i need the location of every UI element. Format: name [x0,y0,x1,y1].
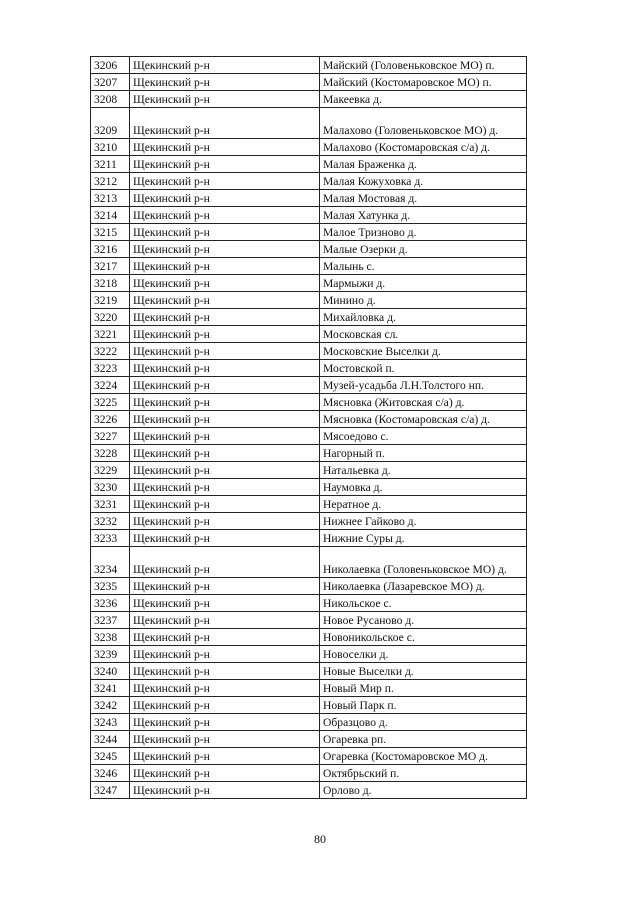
table-row [91,547,527,578]
table-row [91,57,527,74]
settlement-cell: Натальевка д. [320,462,527,479]
settlement-cell: Малая Браженка д. [320,156,527,173]
district-cell: Щекинский р-н [130,394,320,411]
table-row [91,360,527,377]
settlement-cell: Наумовка д. [320,479,527,496]
settlement-cell: Малая Кожуховка д. [320,173,527,190]
row-number-cell: 3206 [91,57,130,74]
table-row [91,578,527,595]
settlement-cell: Нератное д. [320,496,527,513]
row-number-cell: 3240 [91,663,130,680]
settlement-cell: Новый Парк п. [320,697,527,714]
settlement-cell: Нагорный п. [320,445,527,462]
district-cell: Щекинский р-н [130,496,320,513]
district-cell: Щекинский р-н [130,646,320,663]
district-cell: Щекинский р-н [130,156,320,173]
district-cell: Щекинский р-н [130,258,320,275]
settlement-cell: Минино д. [320,292,527,309]
district-cell: Щекинский р-н [130,173,320,190]
district-cell: Щекинский р-н [130,275,320,292]
settlement-cell: Николаевка (Головеньковское МО) д. [320,547,527,578]
table-row [91,275,527,292]
settlement-cell: Михайловка д. [320,309,527,326]
row-number-cell: 3219 [91,292,130,309]
row-number-cell: 3218 [91,275,130,292]
table-row [91,74,527,91]
district-cell: Щекинский р-н [130,748,320,765]
settlement-cell: Московские Выселки д. [320,343,527,360]
row-number-cell: 3215 [91,224,130,241]
table-row [91,445,527,462]
settlement-cell: Образцово д. [320,714,527,731]
row-number-cell: 3217 [91,258,130,275]
district-cell: Щекинский р-н [130,108,320,139]
district-cell: Щекинский р-н [130,595,320,612]
district-cell: Щекинский р-н [130,445,320,462]
district-cell: Щекинский р-н [130,479,320,496]
district-cell: Щекинский р-н [130,731,320,748]
row-number-cell: 3239 [91,646,130,663]
page-number: 80 [314,832,326,846]
settlement-cell: Малая Хатунка д. [320,207,527,224]
row-number-cell: 3233 [91,530,130,547]
district-cell: Щекинский р-н [130,74,320,91]
row-number-cell: 3208 [91,91,130,108]
table-row [91,190,527,207]
district-cell: Щекинский р-н [130,241,320,258]
table-row [91,343,527,360]
settlement-cell: Орлово д. [320,782,527,799]
settlement-cell: Новые Выселки д. [320,663,527,680]
row-number-cell: 3220 [91,309,130,326]
table-row [91,292,527,309]
row-number-cell: 3237 [91,612,130,629]
row-number-cell: 3231 [91,496,130,513]
district-cell: Щекинский р-н [130,765,320,782]
district-cell: Щекинский р-н [130,309,320,326]
settlement-cell: Мясновка (Житовская с/а) д. [320,394,527,411]
row-number-cell: 3242 [91,697,130,714]
district-cell: Щекинский р-н [130,578,320,595]
district-cell: Щекинский р-н [130,663,320,680]
row-number-cell: 3211 [91,156,130,173]
table-row [91,91,527,108]
row-number-cell: 3234 [91,547,130,578]
settlement-cell: Мостовской п. [320,360,527,377]
district-cell: Щекинский р-н [130,360,320,377]
settlement-cell: Огаревка рп. [320,731,527,748]
table-row [91,173,527,190]
row-number-cell: 3222 [91,343,130,360]
settlement-cell: Майский (Костомаровское МО) п. [320,74,527,91]
settlement-cell: Новый Мир п. [320,680,527,697]
table-row [91,224,527,241]
settlement-cell: Майский (Головеньковское МО) п. [320,57,527,74]
row-number-cell: 3243 [91,714,130,731]
row-number-cell: 3226 [91,411,130,428]
settlement-cell: Новое Русаново д. [320,612,527,629]
district-cell: Щекинский р-н [130,57,320,74]
table-row [91,748,527,765]
settlement-cell: Малое Тризново д. [320,224,527,241]
settlement-cell: Огаревка (Костомаровское МО д. [320,748,527,765]
table-row [91,697,527,714]
table-row [91,530,527,547]
table-row [91,326,527,343]
district-cell: Щекинский р-н [130,292,320,309]
table-row [91,680,527,697]
district-cell: Щекинский р-н [130,714,320,731]
table-row [91,139,527,156]
district-cell: Щекинский р-н [130,326,320,343]
settlement-cell: Малые Озерки д. [320,241,527,258]
table-row [91,629,527,646]
row-number-cell: 3235 [91,578,130,595]
table-row [91,595,527,612]
table-row [91,714,527,731]
table-row [91,258,527,275]
settlement-cell: Новоселки д. [320,646,527,663]
table-row [91,663,527,680]
settlement-cell: Мясновка (Костомаровская с/а) д. [320,411,527,428]
row-number-cell: 3227 [91,428,130,445]
settlement-cell: Музей-усадьба Л.Н.Толстого нп. [320,377,527,394]
district-cell: Щекинский р-н [130,462,320,479]
table-row [91,612,527,629]
district-cell: Щекинский р-н [130,139,320,156]
table-row [91,377,527,394]
district-cell: Щекинский р-н [130,680,320,697]
settlement-cell: Нижние Суры д. [320,530,527,547]
table-row [91,241,527,258]
row-number-cell: 3207 [91,74,130,91]
row-number-cell: 3209 [91,108,130,139]
row-number-cell: 3230 [91,479,130,496]
district-cell: Щекинский р-н [130,224,320,241]
table-row [91,462,527,479]
settlement-cell: Мармыжи д. [320,275,527,292]
district-cell: Щекинский р-н [130,530,320,547]
row-number-cell: 3244 [91,731,130,748]
row-number-cell: 3225 [91,394,130,411]
district-cell: Щекинский р-н [130,782,320,799]
table-body [91,57,527,799]
settlement-cell: Октябрьский п. [320,765,527,782]
district-cell: Щекинский р-н [130,612,320,629]
row-number-cell: 3245 [91,748,130,765]
row-number-cell: 3210 [91,139,130,156]
row-number-cell: 3214 [91,207,130,224]
settlement-cell: Мясоедово с. [320,428,527,445]
table-row [91,496,527,513]
row-number-cell: 3223 [91,360,130,377]
district-cell: Щекинский р-н [130,513,320,530]
district-cell: Щекинский р-н [130,343,320,360]
table-row [91,428,527,445]
district-cell: Щекинский р-н [130,190,320,207]
table-row [91,513,527,530]
row-number-cell: 3232 [91,513,130,530]
settlement-cell: Николаевка (Лазаревское МО) д. [320,578,527,595]
table-row [91,108,527,139]
row-number-cell: 3228 [91,445,130,462]
row-number-cell: 3236 [91,595,130,612]
settlement-cell: Малынь с. [320,258,527,275]
row-number-cell: 3229 [91,462,130,479]
settlement-cell: Малахово (Головеньковское МО) д. [320,108,527,139]
district-cell: Щекинский р-н [130,697,320,714]
settlement-cell: Новоникольское с. [320,629,527,646]
table-row [91,646,527,663]
district-cell: Щекинский р-н [130,377,320,394]
table-row [91,156,527,173]
table-row [91,765,527,782]
table-row [91,207,527,224]
settlement-cell: Макеевка д. [320,91,527,108]
row-number-cell: 3216 [91,241,130,258]
settlement-cell: Нижнее Гайково д. [320,513,527,530]
table-row [91,309,527,326]
row-number-cell: 3238 [91,629,130,646]
row-number-cell: 3221 [91,326,130,343]
settlement-cell: Московская сл. [320,326,527,343]
table-row [91,411,527,428]
table-row [91,782,527,799]
district-cell: Щекинский р-н [130,547,320,578]
settlements-table [90,56,527,799]
table-row [91,394,527,411]
settlement-cell: Малахово (Костомаровская с/а) д. [320,139,527,156]
row-number-cell: 3246 [91,765,130,782]
table-row [91,731,527,748]
row-number-cell: 3241 [91,680,130,697]
row-number-cell: 3224 [91,377,130,394]
district-cell: Щекинский р-н [130,428,320,445]
district-cell: Щекинский р-н [130,207,320,224]
row-number-cell: 3247 [91,782,130,799]
district-cell: Щекинский р-н [130,629,320,646]
table-row [91,479,527,496]
row-number-cell: 3212 [91,173,130,190]
row-number-cell: 3213 [91,190,130,207]
district-cell: Щекинский р-н [130,411,320,428]
district-cell: Щекинский р-н [130,91,320,108]
settlement-cell: Малая Мостовая д. [320,190,527,207]
settlement-cell: Никольское с. [320,595,527,612]
